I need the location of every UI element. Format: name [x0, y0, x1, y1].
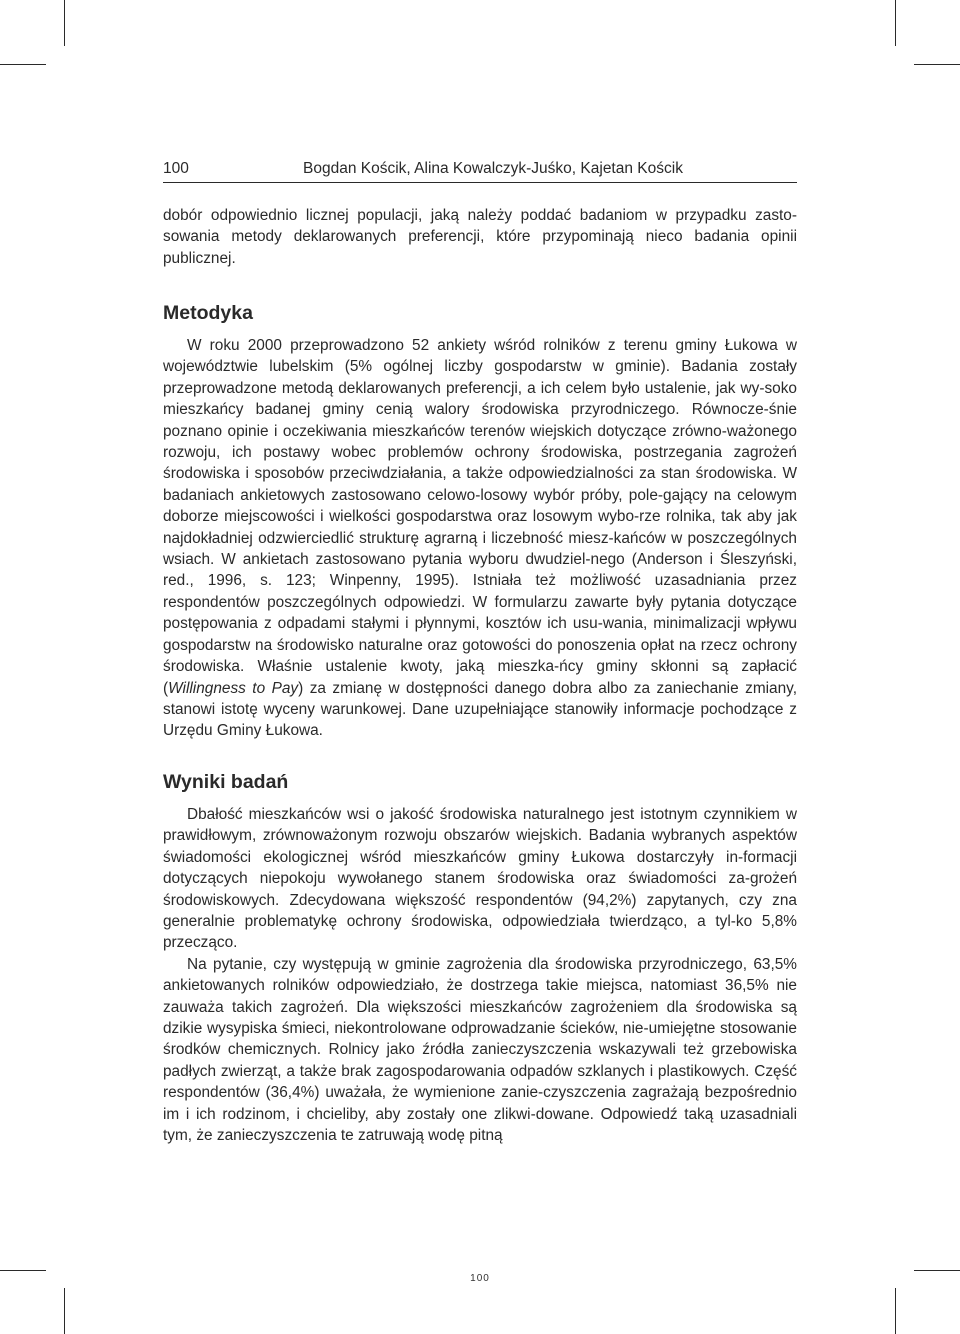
wyniki-block [163, 804, 797, 1147]
footer-page-number: 100 [470, 1273, 490, 1284]
crop-mark [64, 1288, 65, 1334]
intro-paragraph: dobór odpowiednio licznej populacji, jaką należy poddać badaniom w przypadku zasto-sowania metody deklarowanych preferencji, które przypominają nieco badania opinii publicznej. [163, 207, 797, 267]
header-authors: Bogdan Kościk, Alina Kowalczyk-Juśko, Kajetan Kościk [303, 160, 683, 177]
running-head [163, 157, 797, 181]
crop-mark [0, 64, 46, 65]
crop-mark [0, 1270, 46, 1271]
section-heading-metodyka: Metodyka [163, 302, 253, 324]
section-heading-wyniki: Wyniki badań [163, 771, 289, 793]
crop-mark [914, 64, 960, 65]
crop-mark [914, 1270, 960, 1271]
header-page-number: 100 [163, 160, 189, 177]
wyniki-paragraph-1: Dbałość mieszkańców wsi o jakość środowiska naturalnego jest istotnym czynnikiem w prawidłowym, zrównoważonym rozwoju obszarów wiejskich. Badania wybranych aspektów świadomości ekologicznej wśród mieszkańców gminy Łukowa dostarczyły in-formacji dotyczących niepokoju wywołanego stanem środowiska oraz świadomości za-grożeń środowiskowych. Zdecydowana większość respondentów (94,2%) zapytanych, czy zna generalnie problematykę ochrony środowiska, odpowiedziała twierdząco, a tyl-ko 5,8% przecząco. [163, 806, 797, 952]
crop-mark [895, 1288, 896, 1334]
metodyka-text-start: W roku 2000 przeprowadzono 52 ankiety wśród rolników z terenu gminy Łukowa w województwie lubelskim (5% ogólnej liczby gospodarstw w gminie). Badania zostały przeprowadzone metodą deklarowanych preferencji, a ich celem było ustalenie, jak wy-soko mieszkańcy badanej gminy cenią walory środowiska przyrodniczego. Równocze-śnie poznano opinie i oczekiwania mieszkańców terenów wiejskich dotyczące zrówno-ważonego rozwoju, ich postawy wobec problemów ochrony środowiska, postrzegania zagrożeń środowiska i sposobów przeciwdziałania, a także odpowiedzialności za stan środowiska. W badaniach ankietowych zastosowano celowo-losowy wybór próby, pole-gający na celowym doborze miejscowości i wielkości gospodarstwa oraz losowym wybo-rze rolnika, tak aby jak najdokładniej odzwierciedlić strukturę agrarną i liczebność miesz-kańców w poszczególnych wsiach. W ankietach zastosowano pytania wyboru dwudziel-nego (Anderson i Śleszyński, red., 1996, s. 123; Winpenny, 1995). Istniała też możliwość uzasadniania przez respondentów poszczególnych odpowiedzi. W formularzu zawarte były pytania dotyczące postępowania z odpadami stałymi i płynnymi, kosztów ich usu-wania, minimalizacji wpływu gospodarstw na środowisko naturalne oraz gotowości do ponoszenia opłat na rzecz ochrony środowiska. Właśnie ustalenie kwoty, jaką mieszka-ńcy gminy skłonni są zapłacić ( [163, 337, 797, 697]
metodyka-paragraph [163, 335, 797, 742]
intro-block [163, 205, 797, 269]
metodyka-block [163, 335, 797, 742]
wyniki-paragraph-2: Na pytanie, czy występują w gminie zagrożenia dla środowiska przyrodniczego, 63,5% ankietowanych rolników odpowiedziało, że dostrzega takie miejsca, natomiast 36,5% nie zauważa takich zagrożeń. Dla większości mieszkańców zagrożeniem dla środowiska są dzikie wysypiska śmieci, niekontrolowane odprowadzanie ścieków, nie-umiejętne stosowanie środków chemicznych. Rolnicy jako źródła zanieczyszczenia wskazywali też grzebowiska padłych zwierząt, a także brak zagospodarowania odpadów szklanych i plastikowych. Część respondentów (36,4%) uważała, że wymienione zanie-czyszczenia zagrażają bezpośrednio im i ich rodzinom, i chcieliby, aby zostały one zlikwi-dowane. Odpowiedź taką uzasadniali tym, że zanieczyszczenia te zatruwają wodę pitną [163, 955, 797, 1145]
metodyka-text-end: ) za zmianę w dostępności danego dobra albo za zaniechanie zmiany, stanowi istotę wyceny warunkowej. Dane uzupełniające stanowiły informacje pochodzące z Urzędu Gminy Łukowa. [163, 679, 798, 740]
header-rule [163, 182, 797, 183]
italic-term: Willingness to Pay [168, 679, 299, 697]
crop-mark [64, 0, 65, 46]
crop-mark [895, 0, 896, 46]
